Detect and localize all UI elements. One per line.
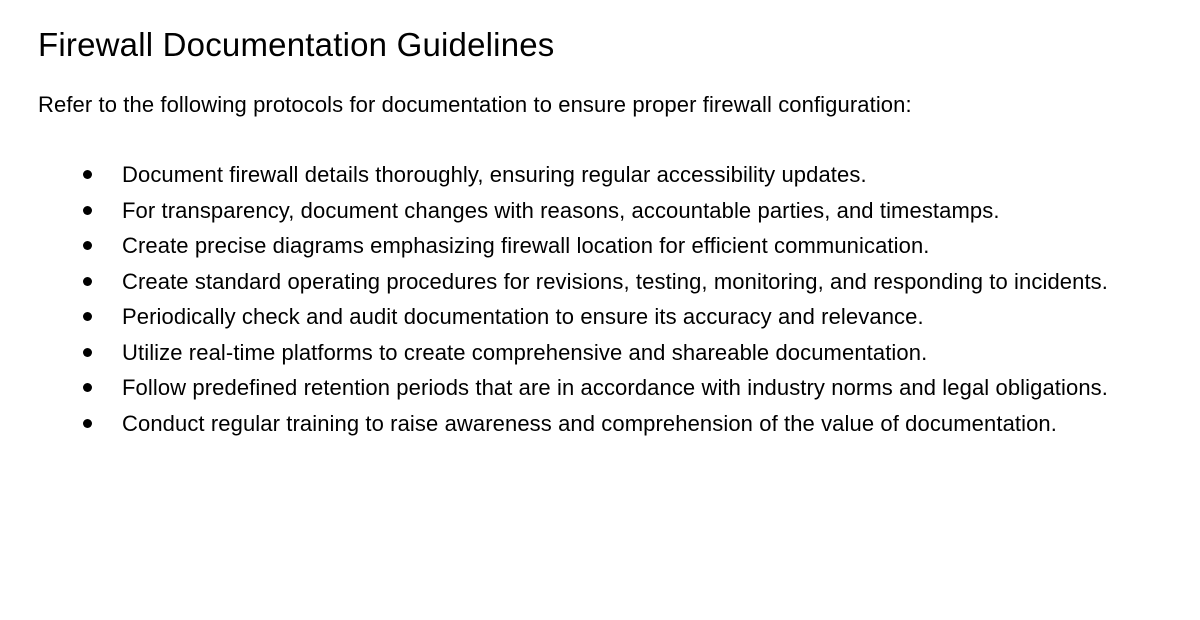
bullet-icon	[83, 170, 92, 179]
list-item	[38, 406, 1160, 442]
bullet-icon	[83, 277, 92, 286]
page-title: Firewall Documentation Guidelines	[38, 26, 555, 63]
list-item-text: Create standard operating procedures for revisions, testing, monitoring, and responding to incidents.	[122, 268, 1108, 294]
list-item-text: Create precise diagrams emphasizing firewall location for efficient communication.	[122, 233, 930, 258]
bullet-icon	[83, 241, 92, 250]
list-item-text: Conduct regular training to raise awareness and comprehension of the value of documentation.	[122, 410, 1057, 436]
intro-paragraph: Refer to the following protocols for documentation to ensure proper firewall configuration:	[38, 92, 912, 117]
bullet-icon	[83, 206, 92, 215]
bullet-icon	[83, 419, 92, 428]
list-item-text: For transparency, document changes with reasons, accountable parties, and timestamps.	[122, 197, 1000, 223]
guideline-list	[38, 157, 1160, 441]
bullet-icon	[83, 348, 92, 357]
list-item-text: Document firewall details thoroughly, ensuring regular accessibility updates.	[122, 162, 867, 187]
list-item-text: Follow predefined retention periods that are in accordance with industry norms and legal obligations.	[122, 375, 1108, 400]
list-item	[38, 370, 1160, 406]
list-item	[38, 228, 1160, 264]
list-item	[38, 335, 1160, 371]
list-item	[38, 157, 1160, 193]
bullet-icon	[83, 383, 92, 392]
list-item-text: Periodically check and audit documentation to ensure its accuracy and relevance.	[122, 304, 924, 329]
list-item	[38, 264, 1160, 300]
list-item	[38, 193, 1160, 229]
list-item	[38, 299, 1160, 335]
bullet-icon	[83, 312, 92, 321]
list-item-text: Utilize real-time platforms to create comprehensive and shareable documentation.	[122, 339, 928, 365]
